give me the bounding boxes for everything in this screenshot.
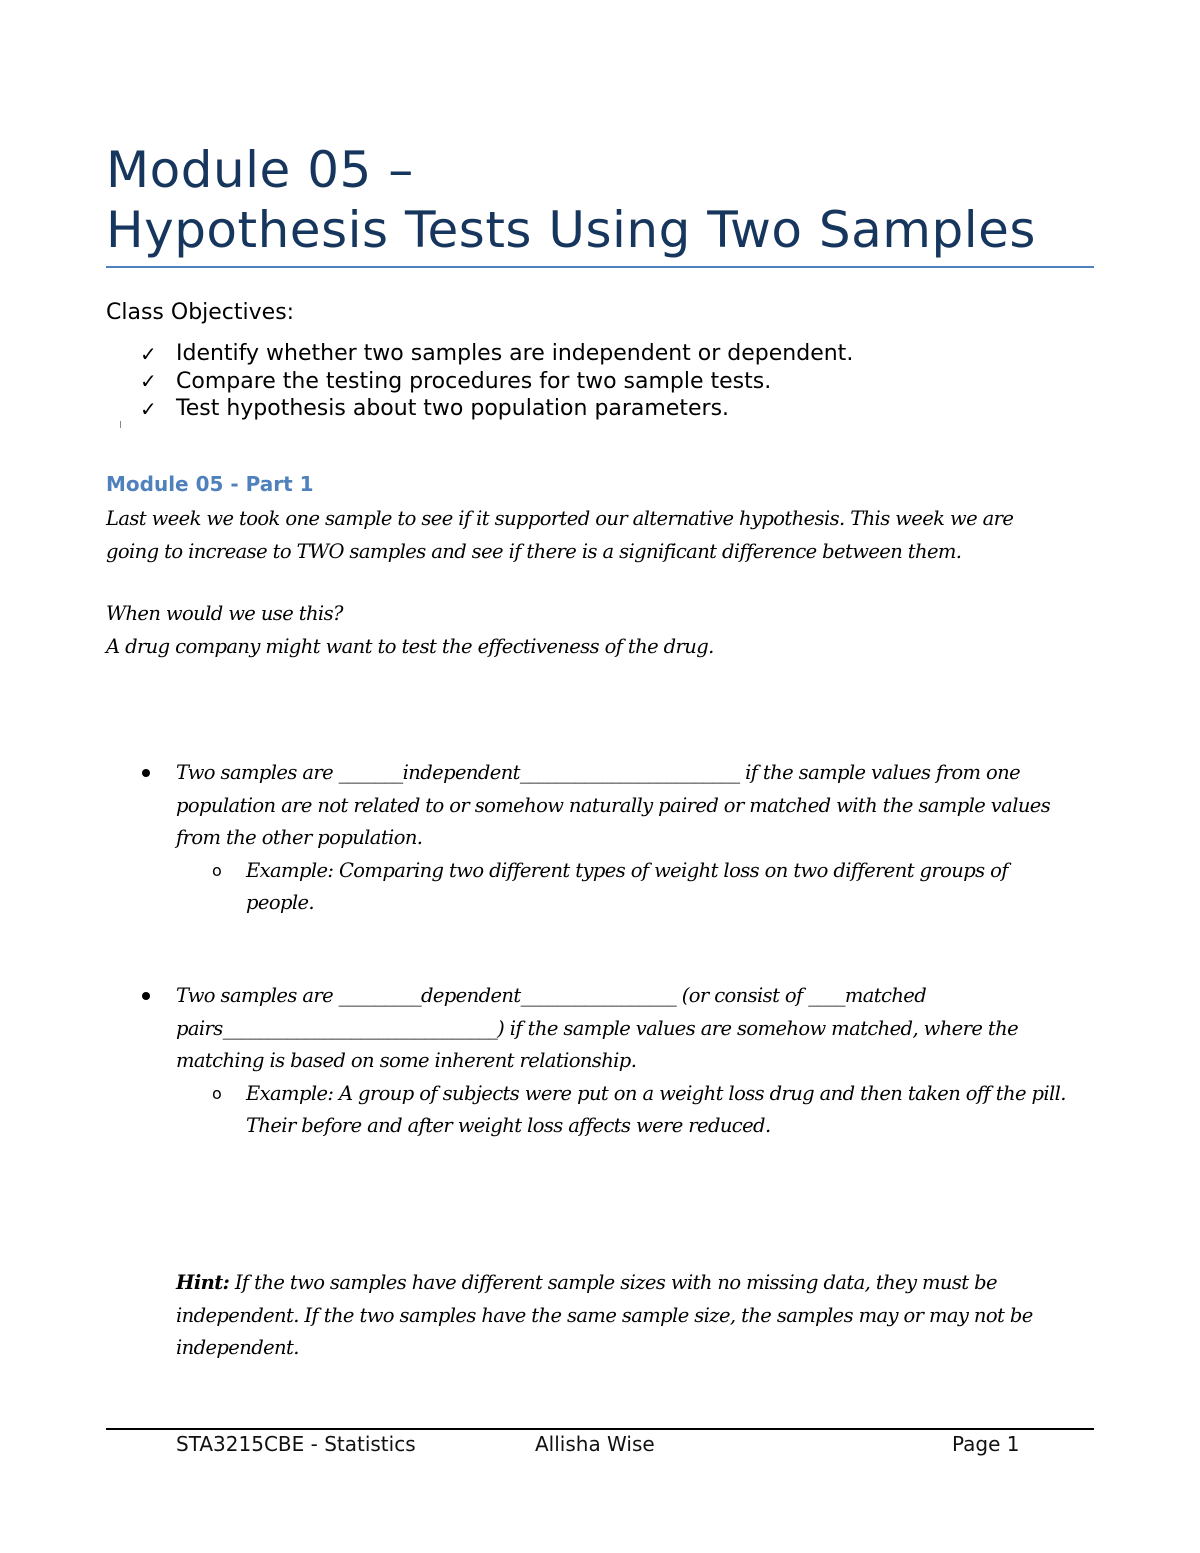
footer-rule (106, 1428, 1094, 1430)
list-item (106, 757, 1050, 855)
title-line-1: Module 05 – (106, 141, 414, 199)
hint-text: If the two samples have different sample sizes with no missing data, they must be (229, 1271, 997, 1294)
intro-line: Last week we took one sample to see if it supported our alternative hypothesis. This week we are (106, 507, 1014, 530)
usecase-question: When would we use this? (106, 602, 343, 625)
hint-paragraph (176, 1267, 1033, 1365)
objective-text: Test hypothesis about two population parameters. (176, 396, 730, 422)
independent-definition (106, 757, 1050, 920)
example-item (106, 855, 1050, 920)
intro-line: going to increase to TWO samples and see if there is a significant difference between them. (106, 539, 962, 563)
objective-item (140, 368, 853, 396)
stray-mark (120, 421, 121, 428)
example-item (106, 1078, 1066, 1143)
definition-line: Two samples are _______independent________________________ if the sample values from one (176, 761, 1021, 784)
footer-page-number: Page 1 (952, 1432, 1020, 1456)
definition-line: Two samples are _________dependent_________________ (or consist of ____matched (176, 984, 927, 1007)
example-line: Example: A group of subjects were put on a weight loss drug and then taken off the pill. (246, 1081, 1066, 1105)
hint-line (176, 1267, 1033, 1300)
hint-label: Hint: (176, 1271, 230, 1294)
example-line: people. (246, 891, 315, 914)
checkmark-icon: ✓ (140, 396, 157, 421)
objectives-list (140, 340, 853, 423)
objective-text: Compare the testing procedures for two sample tests. (176, 368, 772, 394)
objective-text: Identify whether two samples are independent or dependent. (176, 341, 854, 367)
page-title (106, 140, 1096, 260)
bullet-icon (142, 769, 150, 777)
definition-line: matching is based on some inherent relationship. (176, 1049, 637, 1072)
objectives-label: Class Objectives: (106, 300, 295, 325)
sub-bullet-icon: o (212, 860, 222, 880)
list-item (106, 980, 1066, 1078)
dependent-definition (106, 980, 1066, 1143)
footer-course: STA3215CBE - Statistics (176, 1432, 416, 1456)
title-line-2: Hypothesis Tests Using Two Samples (106, 201, 1036, 259)
sub-bullet-icon: o (212, 1083, 222, 1103)
title-underline (106, 266, 1094, 268)
definition-line: from the other population. (176, 826, 423, 849)
objective-item (140, 340, 853, 368)
footer-author: Allisha Wise (535, 1432, 655, 1456)
objective-item (140, 395, 853, 423)
hint-line: independent. If the two samples have the same sample size, the samples may or may not be (176, 1303, 1033, 1327)
example-line: Example: Comparing two different types of weight loss on two different groups of (246, 858, 1008, 882)
usecase-answer: A drug company might want to test the effectiveness of the drug. (106, 634, 714, 658)
example-line: Their before and after weight loss affects were reduced. (246, 1114, 771, 1137)
hint-line: independent. (176, 1336, 299, 1359)
checkmark-icon: ✓ (140, 341, 157, 366)
section-heading: Module 05 - Part 1 (106, 472, 314, 496)
usecase-paragraph (106, 598, 714, 663)
intro-paragraph (106, 503, 1013, 568)
definition-line: population are not related to or somehow naturally paired or matched with the sample values (176, 793, 1051, 817)
bullet-icon (142, 992, 150, 1000)
definition-line: pairs______________________________) if the sample values are somehow matched, where the (176, 1016, 1019, 1040)
checkmark-icon: ✓ (140, 369, 157, 394)
